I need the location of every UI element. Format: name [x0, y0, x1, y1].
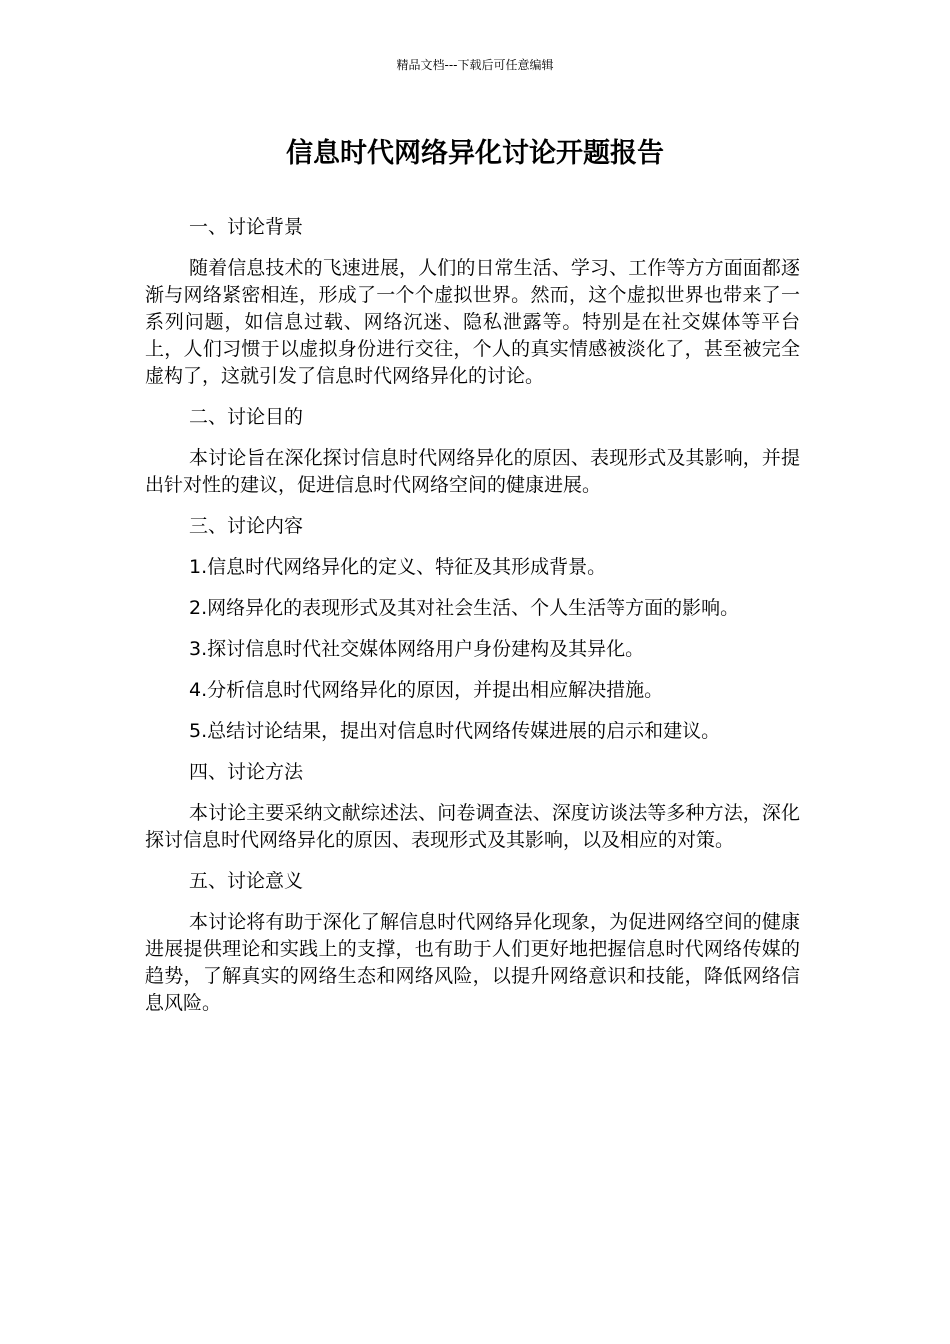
content-list-item: 5.总结讨论结果，提出对信息时代网络传媒进展的启示和建议。: [189, 720, 721, 742]
section-paragraph-background: 随着信息技术的飞速进展，人们的日常生活、学习、工作等方方面面都逐渐与网络紧密相连，形成了一个个虚拟世界。然而，这个虚拟世界也带来了一系列问题，如信息过载、网络沉迷、隐私泄露等。特别是在社交媒体等平台上，人们习惯于以虚拟身份进行交往，个人的真实情感被淡化了，甚至被完全虚构了，这就引发了信息时代网络异化的讨论。: [145, 257, 800, 387]
section-heading-background: 一、讨论背景: [189, 216, 304, 238]
section-heading-purpose: 二、讨论目的: [189, 406, 304, 428]
page-header: 精品文档---下载后可任意编辑: [396, 58, 554, 72]
content-list-item: 1.信息时代网络异化的定义、特征及其形成背景。: [189, 556, 607, 578]
section-heading-content: 三、讨论内容: [189, 515, 304, 537]
content-list-item: 4.分析信息时代网络异化的原因，并提出相应解决措施。: [189, 679, 664, 701]
section-heading-method: 四、讨论方法: [189, 761, 304, 783]
document-title: 信息时代网络异化讨论开题报告: [286, 138, 664, 169]
section-paragraph-purpose: 本讨论旨在深化探讨信息时代网络异化的原因、表现形式及其影响，并提出针对性的建议，促进信息时代网络空间的健康进展。: [145, 447, 800, 496]
content-list-item: 3.探讨信息时代社交媒体网络用户身份建构及其异化。: [189, 638, 645, 660]
section-paragraph-significance: 本讨论将有助于深化了解信息时代网络异化现象，为促进网络空间的健康进展提供理论和实践上的支撑，也有助于人们更好地把握信息时代网络传媒的趋势，了解真实的网络生态和网络风险，以提升网络意识和技能，降低网络信息风险。: [145, 911, 800, 1014]
document-body: [145, 214, 800, 1017]
content-list-item: 2.网络异化的表现形式及其对社会生活、个人生活等方面的影响。: [189, 597, 740, 619]
section-paragraph-method: 本讨论主要采纳文献综述法、问卷调查法、深度访谈法等多种方法，深化探讨信息时代网络异化的原因、表现形式及其影响，以及相应的对策。: [145, 802, 800, 851]
section-heading-significance: 五、讨论意义: [189, 870, 304, 892]
